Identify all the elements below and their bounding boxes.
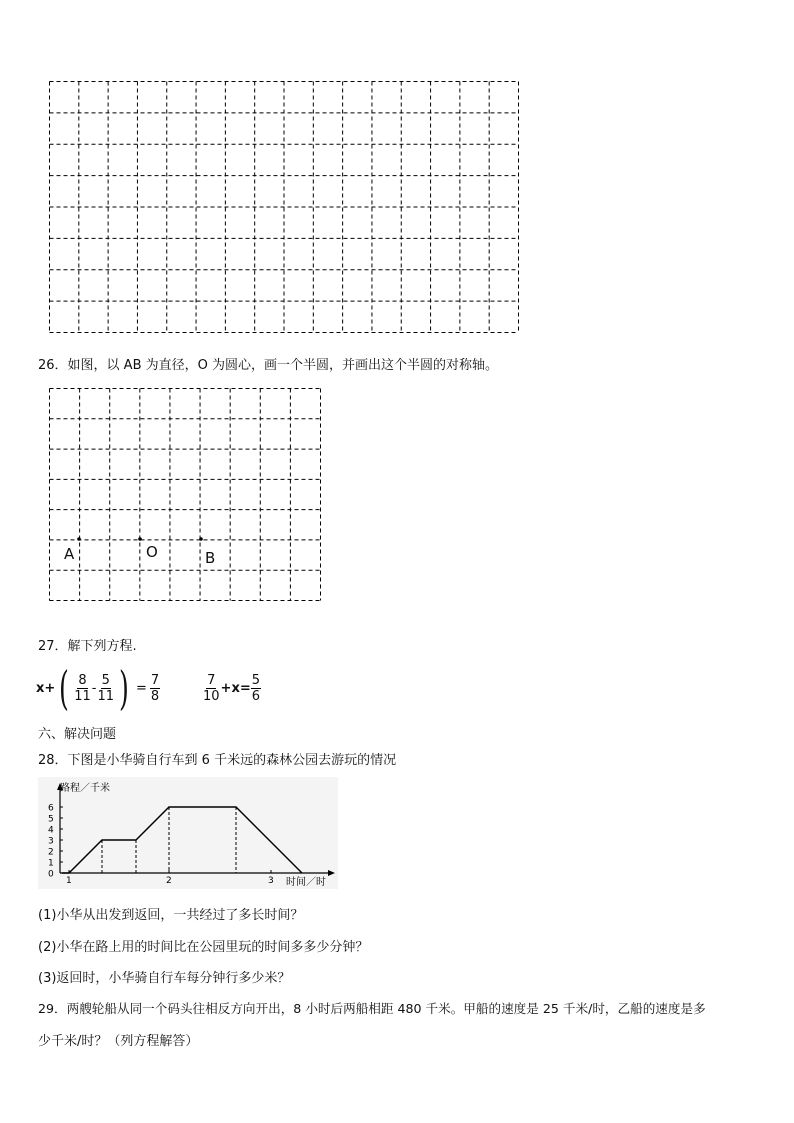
drawing-grid-1 xyxy=(49,81,519,333)
eq1-fraction-1 xyxy=(73,673,92,704)
eq2-f1-numerator: 7 xyxy=(207,672,216,688)
point-o-label: O xyxy=(146,543,158,561)
eq1-prefix: x+ xyxy=(36,680,56,696)
equation-2 xyxy=(202,666,261,710)
chart-y-tick-label: 6 xyxy=(48,803,54,814)
chart-y-tick-label: 4 xyxy=(48,825,54,836)
question-26-text: 26．如图，以 AB 为直径，O 为圆心，画一个半圆，并画出这个半圆的对称轴。 xyxy=(38,358,498,373)
chart-y-tick-label: 1 xyxy=(48,858,54,869)
chart-y-axis-label: 路程／千米 xyxy=(60,783,110,794)
section-6-heading: 六、解决问题 xyxy=(38,727,117,742)
eq1-fraction-2 xyxy=(96,673,115,704)
question-29-line-1: 29．两艘轮船从同一个码头往相反方向开出，8 小时后两船相距 480 千米。甲船的速度是 25 千米/时，乙船的速度是多 xyxy=(38,1001,706,1016)
question-28-sub-3: (3)返回时，小华骑自行车每分钟行多少米？ xyxy=(38,971,291,986)
eq1-r-denominator: 8 xyxy=(150,688,160,704)
question-29-line-2: 少千米/时？（列方程解答） xyxy=(38,1034,199,1049)
eq2-r-denominator: 6 xyxy=(251,688,260,704)
chart-x-tick-label: 2 xyxy=(166,876,172,886)
point-b-dot xyxy=(199,537,203,541)
chart-y-tick-label: 3 xyxy=(48,836,54,847)
question-28-text: 28．下图是小华骑自行车到 6 千米远的森林公园去游玩的情况 xyxy=(38,753,397,768)
drawing-grid-2 xyxy=(49,388,321,601)
distance-time-chart xyxy=(38,777,338,889)
right-paren: ) xyxy=(119,661,129,715)
point-a-label: A xyxy=(64,545,75,563)
eq1-result-fraction xyxy=(150,673,160,704)
left-paren: ( xyxy=(59,661,70,715)
eq2-result-fraction xyxy=(251,673,261,704)
eq1-equals: = xyxy=(135,680,147,696)
point-o-dot xyxy=(138,537,142,541)
chart-y-tick-label: 0 xyxy=(48,869,54,880)
equation-1 xyxy=(36,661,160,715)
question-28-sub-2: (2)小华在路上用的时间比在公园里玩的时间多多少分钟？ xyxy=(38,940,369,955)
eq1-f2-numerator: 5 xyxy=(101,672,110,688)
eq1-minus: - xyxy=(91,680,97,696)
eq2-fraction-1 xyxy=(202,673,221,704)
chart-y-tick-label: 5 xyxy=(48,814,54,825)
chart-x-tick-label: 1 xyxy=(66,876,72,886)
eq1-r-numerator: 7 xyxy=(150,672,160,688)
point-a-dot xyxy=(77,537,81,541)
eq1-f1-numerator: 8 xyxy=(78,672,87,688)
question-27-title: 27．解下列方程. xyxy=(38,639,137,654)
question-28-sub-1: (1)小华从出发到返回，一共经过了多长时间？ xyxy=(38,908,304,923)
eq2-r-numerator: 5 xyxy=(251,672,260,688)
chart-x-axis-label: 时间／时 xyxy=(286,877,326,888)
eq1-f2-denominator: 11 xyxy=(97,688,115,704)
chart-x-tick-label: 3 xyxy=(268,876,274,886)
eq2-f1-denominator: 10 xyxy=(203,688,220,704)
eq1-f1-denominator: 11 xyxy=(74,688,91,704)
eq2-middle: +x= xyxy=(220,680,251,696)
point-b-label: B xyxy=(205,549,216,567)
chart-y-tick-label: 2 xyxy=(48,847,54,858)
